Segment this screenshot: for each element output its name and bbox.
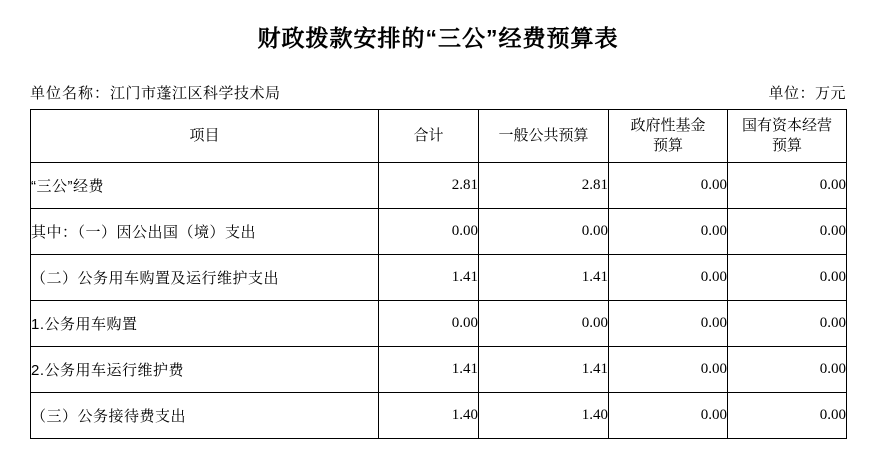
row-total: 0.00 bbox=[379, 209, 479, 255]
table-header bbox=[31, 110, 847, 163]
table-row bbox=[31, 347, 847, 393]
table-row bbox=[31, 209, 847, 255]
table-body bbox=[31, 163, 847, 439]
row-gov-fund: 0.00 bbox=[609, 255, 728, 301]
table-header-row bbox=[31, 110, 847, 163]
table-row bbox=[31, 163, 847, 209]
row-total: 1.40 bbox=[379, 393, 479, 439]
row-label: 2.公务用车运行维护费 bbox=[31, 347, 379, 393]
row-total: 2.81 bbox=[379, 163, 479, 209]
row-general-public: 1.40 bbox=[479, 393, 609, 439]
row-label: “三公”经费 bbox=[31, 163, 379, 209]
row-general-public: 0.00 bbox=[479, 209, 609, 255]
row-gov-fund: 0.00 bbox=[609, 393, 728, 439]
column-header-state-capital-line2: 预算 bbox=[771, 137, 802, 154]
unit-name-label: 单位名称： bbox=[30, 85, 111, 102]
row-gov-fund: 0.00 bbox=[609, 163, 728, 209]
column-header-state-capital-line1: 国有资本经营 bbox=[741, 116, 832, 134]
row-label: 1.公务用车购置 bbox=[31, 301, 379, 347]
row-gov-fund: 0.00 bbox=[609, 301, 728, 347]
column-header-gov-fund-line2: 预算 bbox=[652, 137, 683, 154]
row-gov-fund: 0.00 bbox=[609, 209, 728, 255]
column-header-general-public: 一般公共预算 bbox=[479, 110, 609, 163]
row-general-public: 2.81 bbox=[479, 163, 609, 209]
document-page bbox=[0, 20, 876, 467]
unit-name bbox=[30, 82, 281, 103]
table-meta-row bbox=[30, 82, 846, 103]
page-title: 财政拨款安排的“三公”经费预算表 bbox=[257, 25, 619, 51]
column-header-state-capital bbox=[728, 110, 847, 163]
row-state-capital: 0.00 bbox=[728, 301, 847, 347]
row-total: 0.00 bbox=[379, 301, 479, 347]
row-general-public: 1.41 bbox=[479, 347, 609, 393]
row-general-public: 1.41 bbox=[479, 255, 609, 301]
column-header-item: 项目 bbox=[31, 110, 379, 163]
row-state-capital: 0.00 bbox=[728, 163, 847, 209]
column-header-gov-fund-line1: 政府性基金 bbox=[630, 116, 706, 134]
column-header-total: 合计 bbox=[379, 110, 479, 163]
unit-name-value: 江门市蓬江区科学技术局 bbox=[110, 85, 281, 102]
row-label: （二）公务用车购置及运行维护支出 bbox=[31, 255, 379, 301]
budget-table bbox=[30, 109, 847, 439]
table-row bbox=[31, 393, 847, 439]
row-state-capital: 0.00 bbox=[728, 393, 847, 439]
row-general-public: 0.00 bbox=[479, 301, 609, 347]
table-row bbox=[31, 255, 847, 301]
row-state-capital: 0.00 bbox=[728, 347, 847, 393]
unit-measure: 单位：万元 bbox=[768, 85, 846, 102]
row-label: （三）公务接待费支出 bbox=[31, 393, 379, 439]
column-header-gov-fund bbox=[609, 110, 728, 163]
row-state-capital: 0.00 bbox=[728, 255, 847, 301]
row-gov-fund: 0.00 bbox=[609, 347, 728, 393]
row-total: 1.41 bbox=[379, 347, 479, 393]
table-row bbox=[31, 301, 847, 347]
row-state-capital: 0.00 bbox=[728, 209, 847, 255]
row-total: 1.41 bbox=[379, 255, 479, 301]
row-label: 其中：（一）因公出国（境）支出 bbox=[31, 209, 379, 255]
